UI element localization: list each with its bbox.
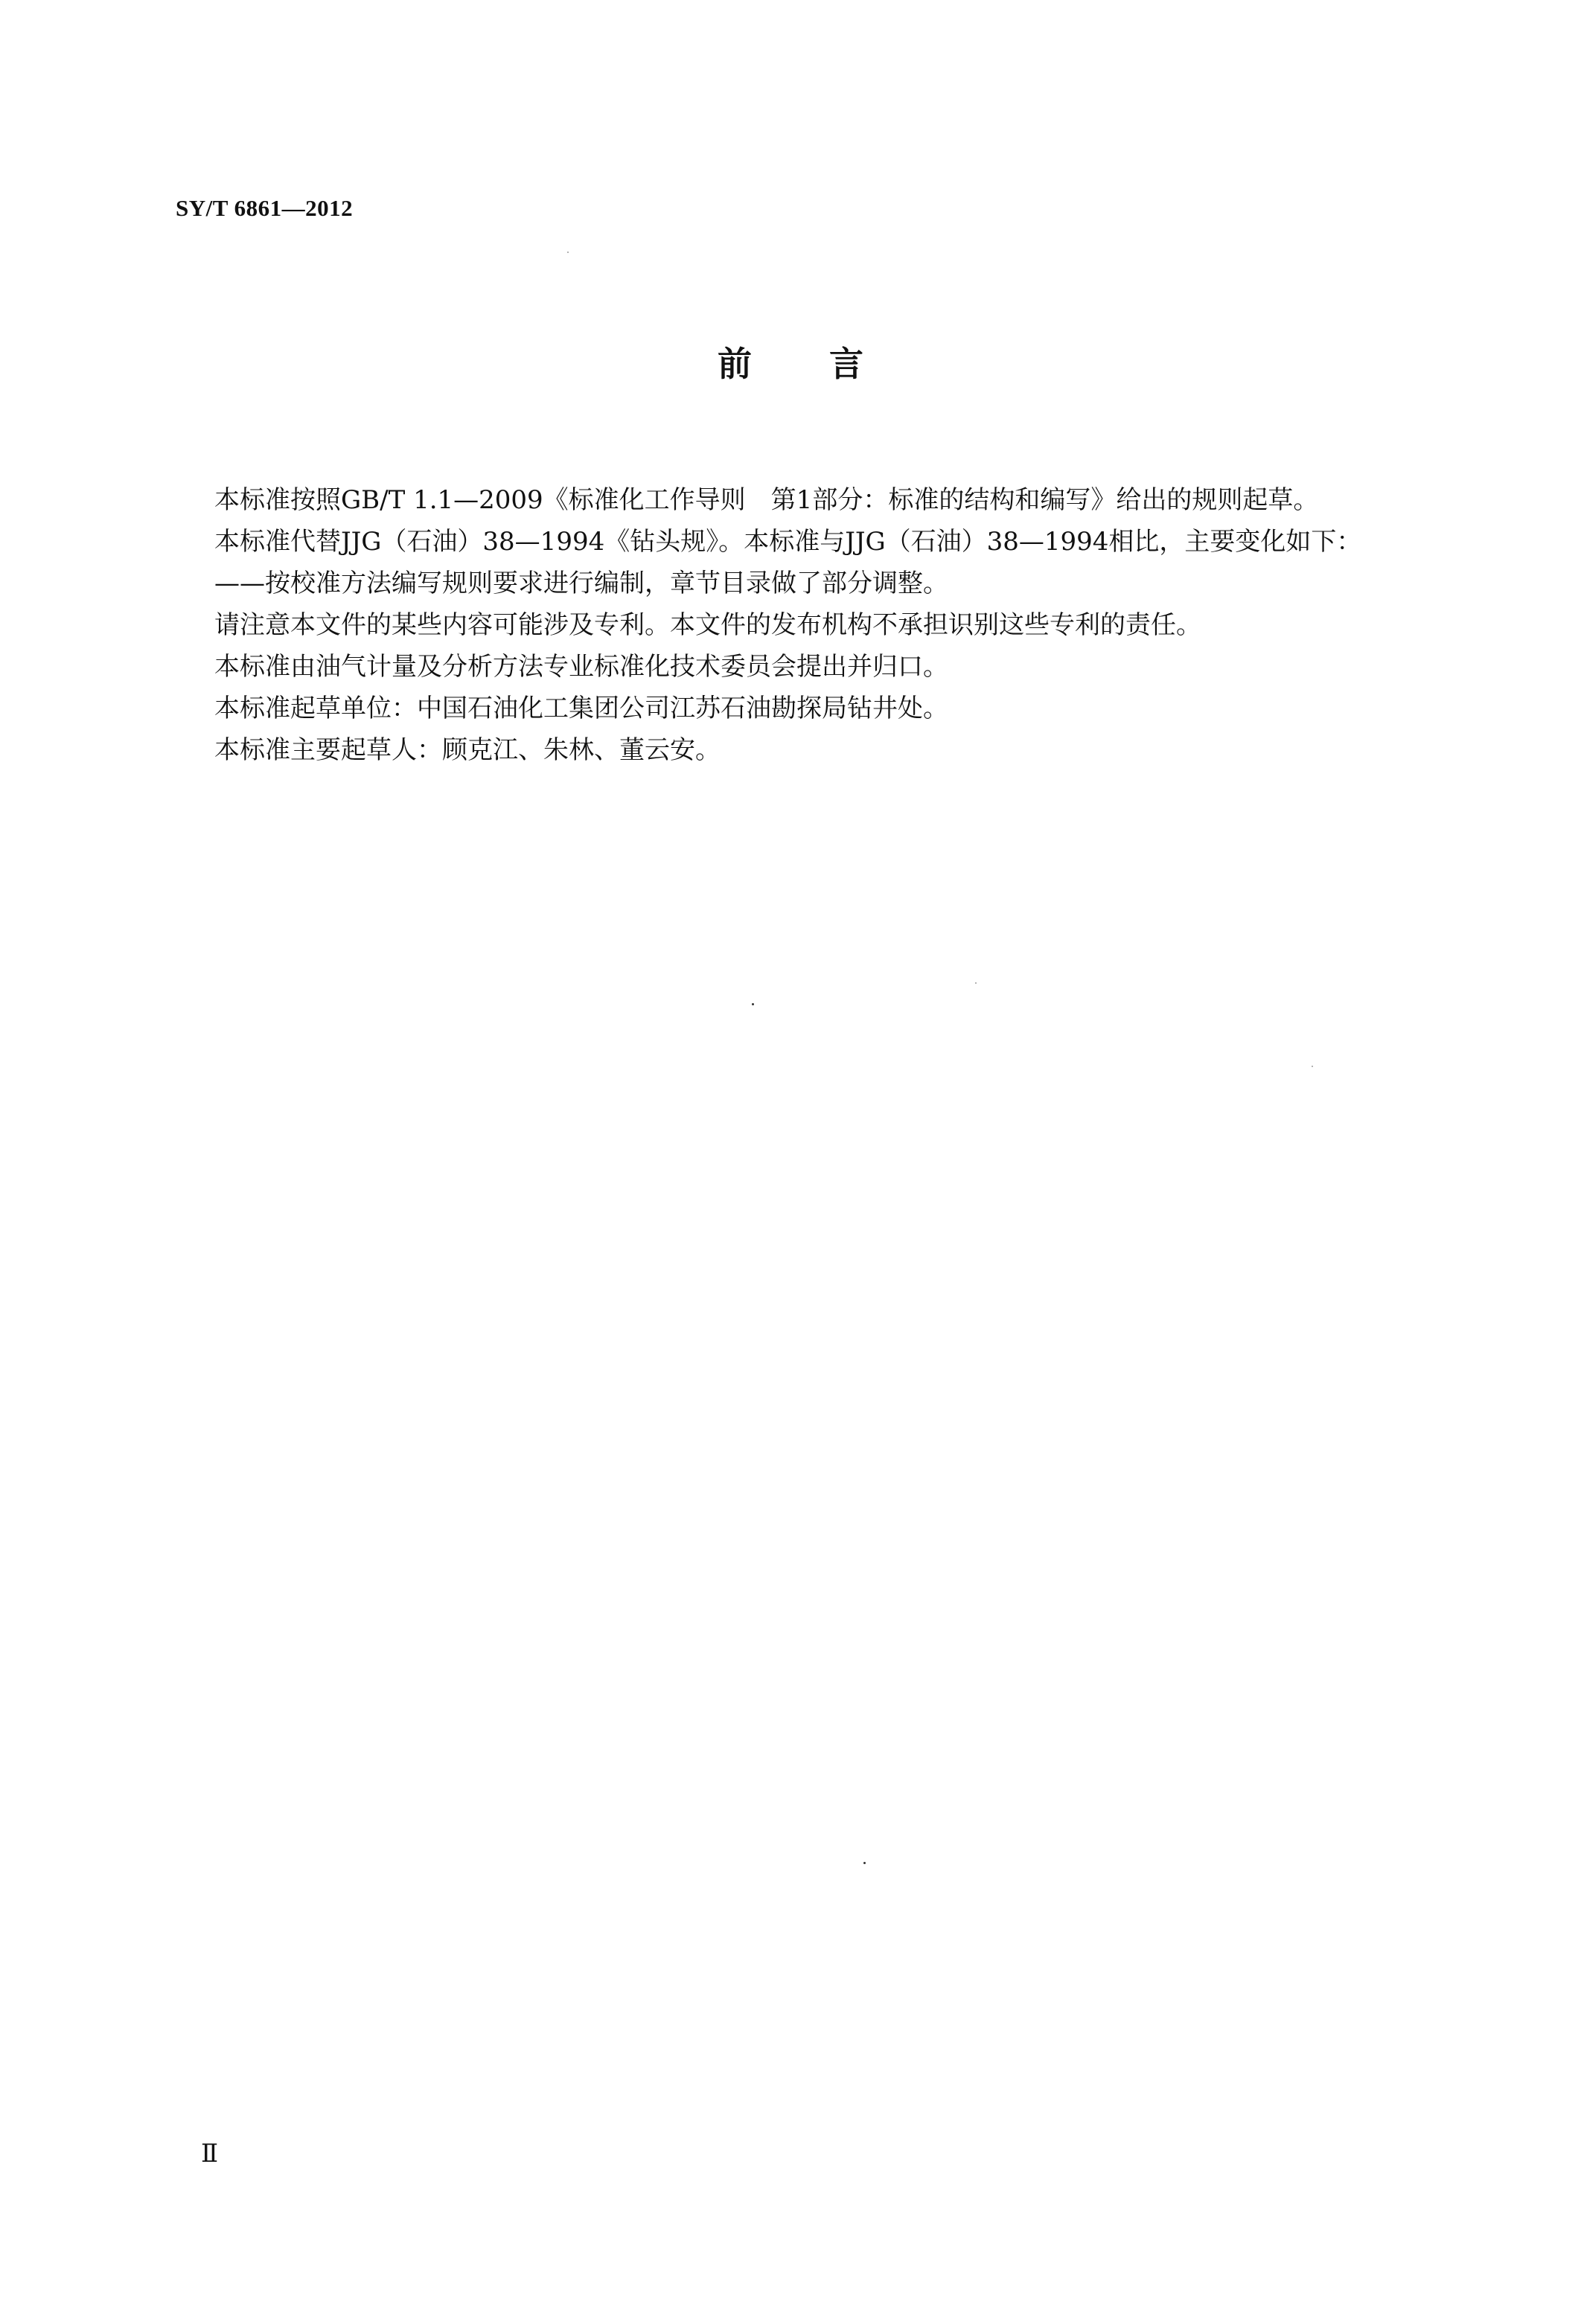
scan-speck (863, 1862, 866, 1864)
page-number: Ⅱ (201, 2140, 219, 2168)
paragraph-patent-notice: 请注意本文件的某些内容可能涉及专利。本文件的发布机构不承担识别这些专利的责任。 (214, 610, 1201, 640)
paragraph-change-item: ——按校准方法编写规则要求进行编制，章节目录做了部分调整。 (214, 569, 948, 598)
standard-code: SY/T 6861—2012 (176, 195, 354, 221)
scan-speck (1312, 1066, 1313, 1067)
paragraph-drafters: 本标准主要起草人：顾克江、朱林、董云安。 (214, 735, 721, 765)
paragraph-drafting-unit: 本标准起草单位：中国石油化工集团公司江苏石油勘探局钻井处。 (214, 694, 948, 723)
paragraph-replacement: 本标准代替JJG（石油）38—1994《钻头规》。本标准与JJG（石油）38—1994相比，主要变化如下： (214, 527, 1362, 557)
scan-speck (975, 982, 977, 984)
page-title (0, 344, 1581, 384)
paragraph-proposer: 本标准由油气计量及分析方法专业标准化技术委员会提出并归口。 (214, 652, 948, 682)
title-char-1: 前 (718, 344, 752, 384)
scan-speck (752, 1003, 754, 1005)
title-char-2: 言 (829, 344, 863, 384)
paragraph-drafting-rules: 本标准按照GB/T 1.1—2009《标准化工作导则 第1部分：标准的结构和编写》给出的规则起草。 (214, 485, 1319, 515)
scan-speck (567, 252, 569, 253)
preface-body (164, 479, 1466, 771)
